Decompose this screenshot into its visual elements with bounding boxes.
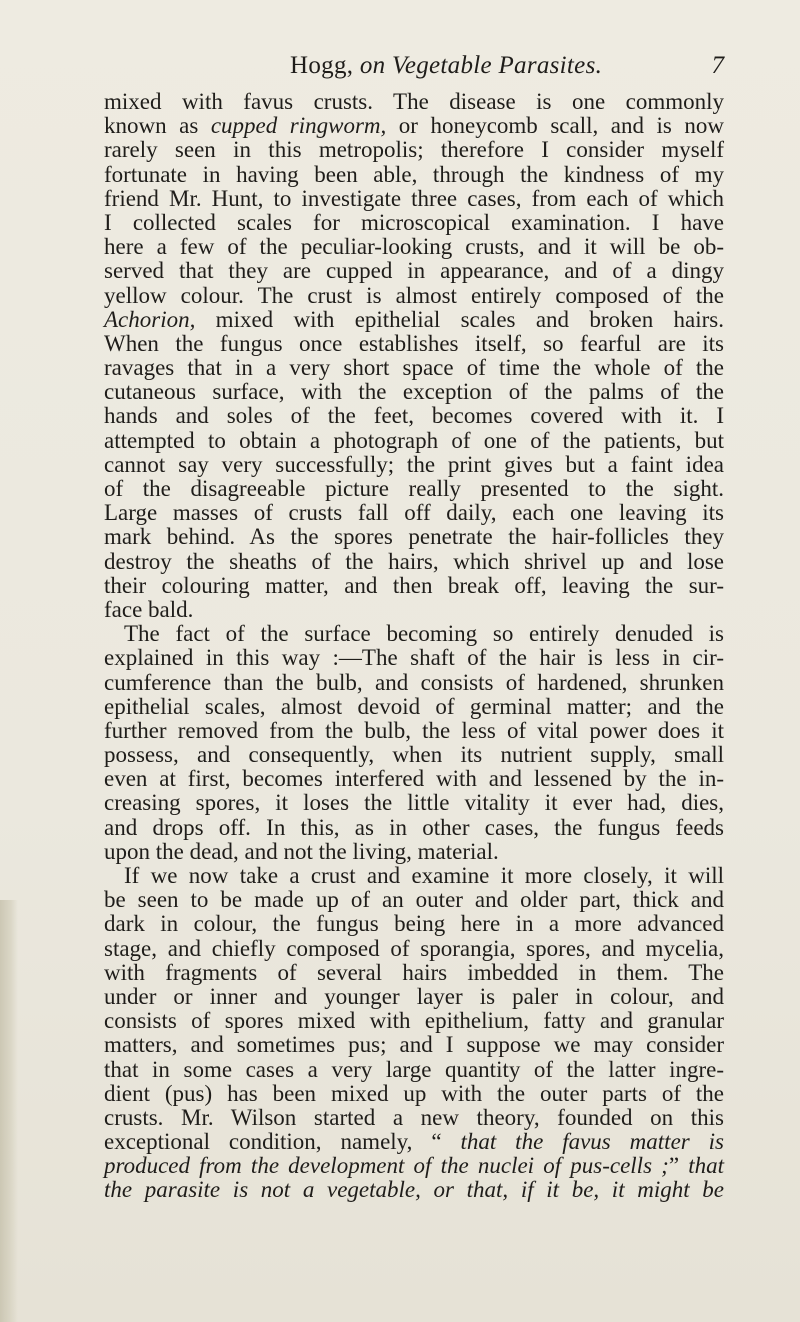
italic-text: that the favus matter is — [460, 1129, 724, 1155]
text-line — [104, 1009, 724, 1033]
text-run: upon the dead, and not the living, material. — [104, 838, 499, 864]
text-run: creasing spores, it loses the little vitality it ever had, dies, — [104, 790, 724, 816]
text-line — [104, 1106, 724, 1130]
text-run: When the fungus once establishes itself, so fearful are its — [104, 330, 724, 356]
text-line — [104, 671, 724, 695]
text-run: cumference than the bulb, and consists of hardened, shrunken — [104, 669, 724, 695]
text-run: even at first, becomes interfered with and lessened by the in- — [104, 766, 724, 792]
text-run: ” — [668, 1153, 689, 1179]
text-line — [104, 114, 724, 138]
text-run: The fact of the surface becoming so entirely denuded is — [124, 621, 724, 647]
text-line — [104, 332, 724, 356]
text-run: fortunate in having been able, through the kindness of my — [104, 161, 724, 187]
text-run: dient (pus) has been mixed up with the outer parts of the — [104, 1080, 724, 1106]
italic-text: Achorion, — [104, 306, 196, 332]
text-run: ravages that in a very short space of time the whole of the — [104, 355, 724, 381]
text-line — [104, 1058, 724, 1082]
text-line — [104, 961, 724, 985]
text-line — [104, 187, 724, 211]
text-run: explained in this way :—The shaft of the hair is less in cir- — [104, 645, 724, 671]
text-line — [104, 864, 724, 888]
text-line — [104, 138, 724, 162]
text-run: rarely seen in this metropolis; therefore I consider myself — [104, 137, 724, 163]
text-line — [104, 1082, 724, 1106]
text-run: be seen to be made up of an outer and older part, thick and — [104, 887, 724, 913]
page-number: 7 — [711, 52, 724, 79]
page-edge-shadow — [0, 900, 18, 1322]
text-line — [104, 791, 724, 815]
text-line — [104, 985, 724, 1009]
text-line — [104, 888, 724, 912]
italic-text: cupped ringworm, — [210, 113, 387, 139]
text-line — [104, 646, 724, 670]
text-run: cannot say very successfully; the print gives but a faint idea — [104, 451, 724, 477]
text-line — [104, 695, 724, 719]
text-run: destroy the sheaths of the hairs, which shrivel up and lose — [104, 548, 724, 574]
text-run: consists of spores mixed with epithelium, fatty and granular — [104, 1008, 724, 1034]
text-run: further removed from the bulb, the less of vital power does it — [104, 717, 724, 743]
text-run: mixed with favus crusts. The disease is one commonly — [104, 89, 724, 114]
text-run: of the disagreeable picture really presented to the sight. — [104, 476, 724, 501]
text-run: dark in colour, the fungus being here in a more advanced — [104, 911, 724, 937]
text-line — [104, 767, 724, 791]
text-line — [104, 477, 724, 501]
text-run: attempted to obtain a photograph of one of the patients, but — [104, 427, 724, 453]
text-run: mixed with epithelial scales and broken hairs. — [195, 306, 724, 332]
text-line — [104, 1130, 724, 1154]
text-line — [104, 235, 724, 259]
text-run: I collected scales for microscopical examination. I have — [104, 209, 724, 235]
text-run: known as — [104, 113, 211, 139]
text-line — [104, 840, 724, 864]
text-run: matters, and sometimes pus; and I suppose we may consider — [104, 1032, 724, 1058]
text-run: and drops off. In this, as in other cases, the fungus feeds — [104, 814, 724, 840]
body-text — [104, 90, 724, 1203]
text-line — [104, 622, 724, 646]
text-line — [104, 356, 724, 380]
text-run: possess, and consequently, when its nutrient supply, small — [104, 742, 724, 768]
text-line — [104, 404, 724, 428]
text-line — [104, 1033, 724, 1057]
text-line — [104, 380, 724, 404]
text-run: epithelial scales, almost devoid of germinal matter; and the — [104, 693, 724, 719]
text-run: cutaneous surface, with the exception of the palms of the — [104, 379, 724, 405]
text-run: or honeycomb scall, and is now — [386, 113, 724, 139]
text-run: If we now take a crust and examine it more closely, it will — [124, 863, 724, 888]
running-header — [104, 52, 724, 82]
text-line — [104, 598, 724, 622]
text-line — [104, 453, 724, 477]
text-run: friend Mr. Hunt, to investigate three cases, from each of which — [104, 185, 724, 211]
text-line — [104, 308, 724, 332]
text-run: Large masses of crusts fall off daily, each one leaving its — [104, 500, 724, 526]
text-line — [104, 937, 724, 961]
text-run: stage, and chiefly composed of sporangia, spores, and mycelia, — [104, 935, 724, 961]
text-run: with fragments of several hairs imbedded in them. The — [104, 959, 724, 985]
text-run: exceptional condition, namely, “ — [104, 1129, 461, 1155]
text-line — [104, 284, 724, 308]
text-run: served that they are cupped in appearance, and of a dingy — [104, 258, 724, 284]
text-run: under or inner and younger layer is paler in colour, and — [104, 983, 724, 1009]
text-line — [104, 574, 724, 598]
text-run: that in some cases a very large quantity of the latter ingre- — [104, 1056, 724, 1082]
text-line — [104, 816, 724, 840]
text-run: face bald. — [104, 596, 194, 622]
text-line — [104, 90, 724, 114]
text-line — [104, 501, 724, 525]
text-run: their colouring matter, and then break off, leaving the sur- — [104, 572, 724, 598]
text-run: crusts. Mr. Wilson started a new theory, founded on this — [104, 1104, 724, 1130]
text-line — [104, 1154, 724, 1178]
text-line — [104, 1178, 724, 1202]
text-line — [104, 743, 724, 767]
header-author: Hogg, — [290, 52, 354, 79]
text-line — [104, 429, 724, 453]
text-run: mark behind. As the spores penetrate the hair-follicles they — [104, 524, 724, 550]
text-run: hands and soles of the feet, becomes covered with it. I — [104, 403, 724, 429]
text-line — [104, 912, 724, 936]
text-run: here a few of the peculiar-looking crusts, and it will be ob- — [104, 234, 724, 260]
text-line — [104, 211, 724, 235]
text-run: yellow colour. The crust is almost entirely composed of the — [104, 282, 724, 308]
running-title — [290, 52, 602, 80]
text-line — [104, 163, 724, 187]
italic-text: that — [688, 1153, 724, 1179]
text-line — [104, 525, 724, 549]
italic-text: the parasite is not a vegetable, or that, if it be, it might be — [104, 1177, 724, 1203]
text-line — [104, 550, 724, 574]
italic-text: produced from the development of the nuclei of pus-cells ; — [104, 1153, 669, 1179]
text-line — [104, 259, 724, 283]
text-line — [104, 719, 724, 743]
header-title: on Vegetable Parasites. — [359, 52, 603, 79]
